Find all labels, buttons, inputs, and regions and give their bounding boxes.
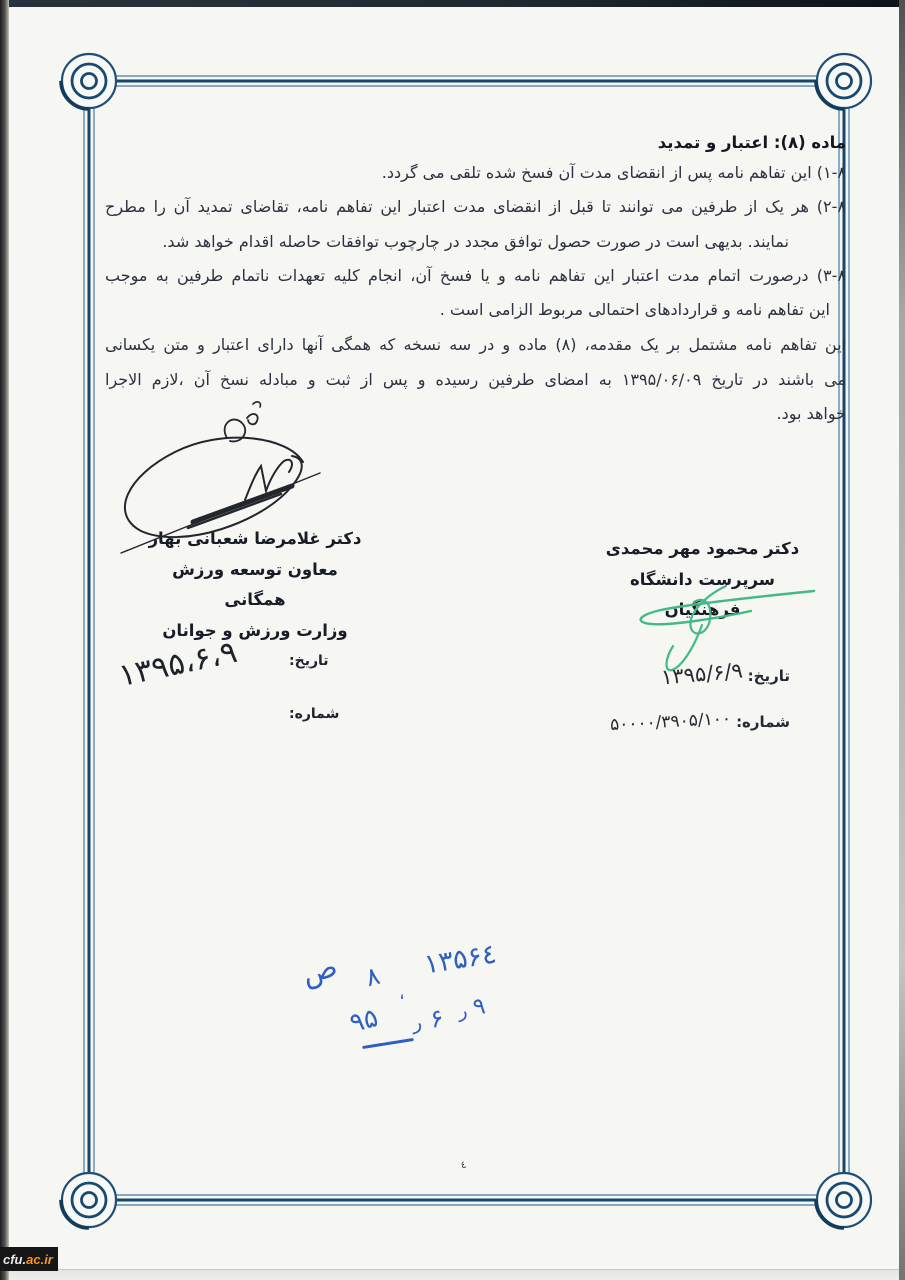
corner-medallion-bottom-left (61, 1172, 117, 1228)
right-number-line (608, 708, 790, 736)
signatory-right-title-1: سرپرست دانشگاه فرهنگیان (629, 569, 776, 619)
registry-note-separator-1: ر (410, 1009, 424, 1035)
left-date-handwritten: ۱۳۹۵،۶،۹ (115, 633, 241, 695)
closing-line-2: می باشند در تاریخ ۱۳۹۵/۰۶/۰۹ به امضای طرفین رسیده و پس از ثبت و مبادله نسخ آن ،لازم الاجرا (105, 370, 846, 389)
clause-3-line-2: این تفاهم نامه و قراردادهای احتمالی مربوط الزامی است . (439, 300, 830, 319)
clause-2-line-2: نمایند. بدیهی است در صورت حصول توافق مجدد در چارچوب توافقات حاصله اقدام خواهد شد. (162, 232, 789, 251)
clause-1-line-1: ۱-۸) این تفاهم نامه پس از انقضای مدت آن فسخ شده تلقی می گردد. (381, 163, 846, 182)
ink-speck: ٤ (459, 1159, 468, 1172)
right-number-handwritten: ۵۰۰۰۰/۳۹۰۵/۱۰۰ (609, 708, 732, 736)
clause-3-line-1: ۳-۸) درصورت اتمام مدت اعتبار این تفاهم نامه و یا فسخ آن، انجام کلیه تعهدات ناتمام طرفین به موجب (105, 266, 846, 285)
registry-note-separator-2: ر (456, 999, 469, 1023)
registry-note-digit: ۸ (362, 960, 383, 993)
corner-medallion-top-right (816, 53, 872, 109)
corner-medallion-top-left (61, 53, 117, 109)
closing-line-3: خواهد بود. (776, 404, 846, 423)
registry-note-year: ۹۵ (346, 1003, 382, 1039)
watermark-suffix: ac.ir (26, 1251, 53, 1267)
signatory-right-name: دکتر محمود مهر محمدی (605, 539, 800, 558)
site-watermark (0, 1247, 58, 1271)
registry-note-day: ۹ (471, 993, 488, 1021)
article-heading: ماده (۸): اعتبار و تمدید (657, 133, 846, 152)
signature-left-ink (95, 390, 335, 565)
signatory-left-title-2: وزارت ورزش و جوانان (162, 620, 348, 640)
signatory-left-name: دکتر غلامرضا شعبانی بهار (148, 529, 362, 548)
right-date-handwritten: ۱۳۹۵/۶/۹ (659, 658, 744, 690)
signature-right-ink (605, 570, 820, 675)
watermark-prefix: cfu. (3, 1251, 27, 1267)
closing-line-1: این تفاهم نامه مشتمل بر یک مقدمه، (۸) ماده و در سه نسخه که همگی آنها دارای اعتبار و متن یکسانی (105, 335, 847, 354)
registry-note-comma: ، (395, 982, 407, 1005)
signatory-left-title-1: معاون توسعه ورزش همگانی (172, 559, 338, 609)
right-date-label: تاریخ: (747, 667, 790, 685)
registry-note-prefix: ص (297, 948, 342, 992)
right-number-label: شماره: (736, 713, 790, 731)
corner-medallion-bottom-right (816, 1172, 872, 1228)
left-number-label: شماره: (289, 706, 340, 722)
left-date-label: تاریخ: (289, 653, 329, 669)
registry-note-month: ۶ (427, 1003, 446, 1034)
registry-note-number: ۱۳۵۶٤ (422, 938, 499, 981)
clause-2-line-1: ۲-۸) هر یک از طرفین می توانند تا قبل از انقضای مدت اعتبار این تفاهم نامه، تقاضای تمدید آن را مطرح (105, 197, 846, 216)
right-date-line (659, 658, 790, 690)
